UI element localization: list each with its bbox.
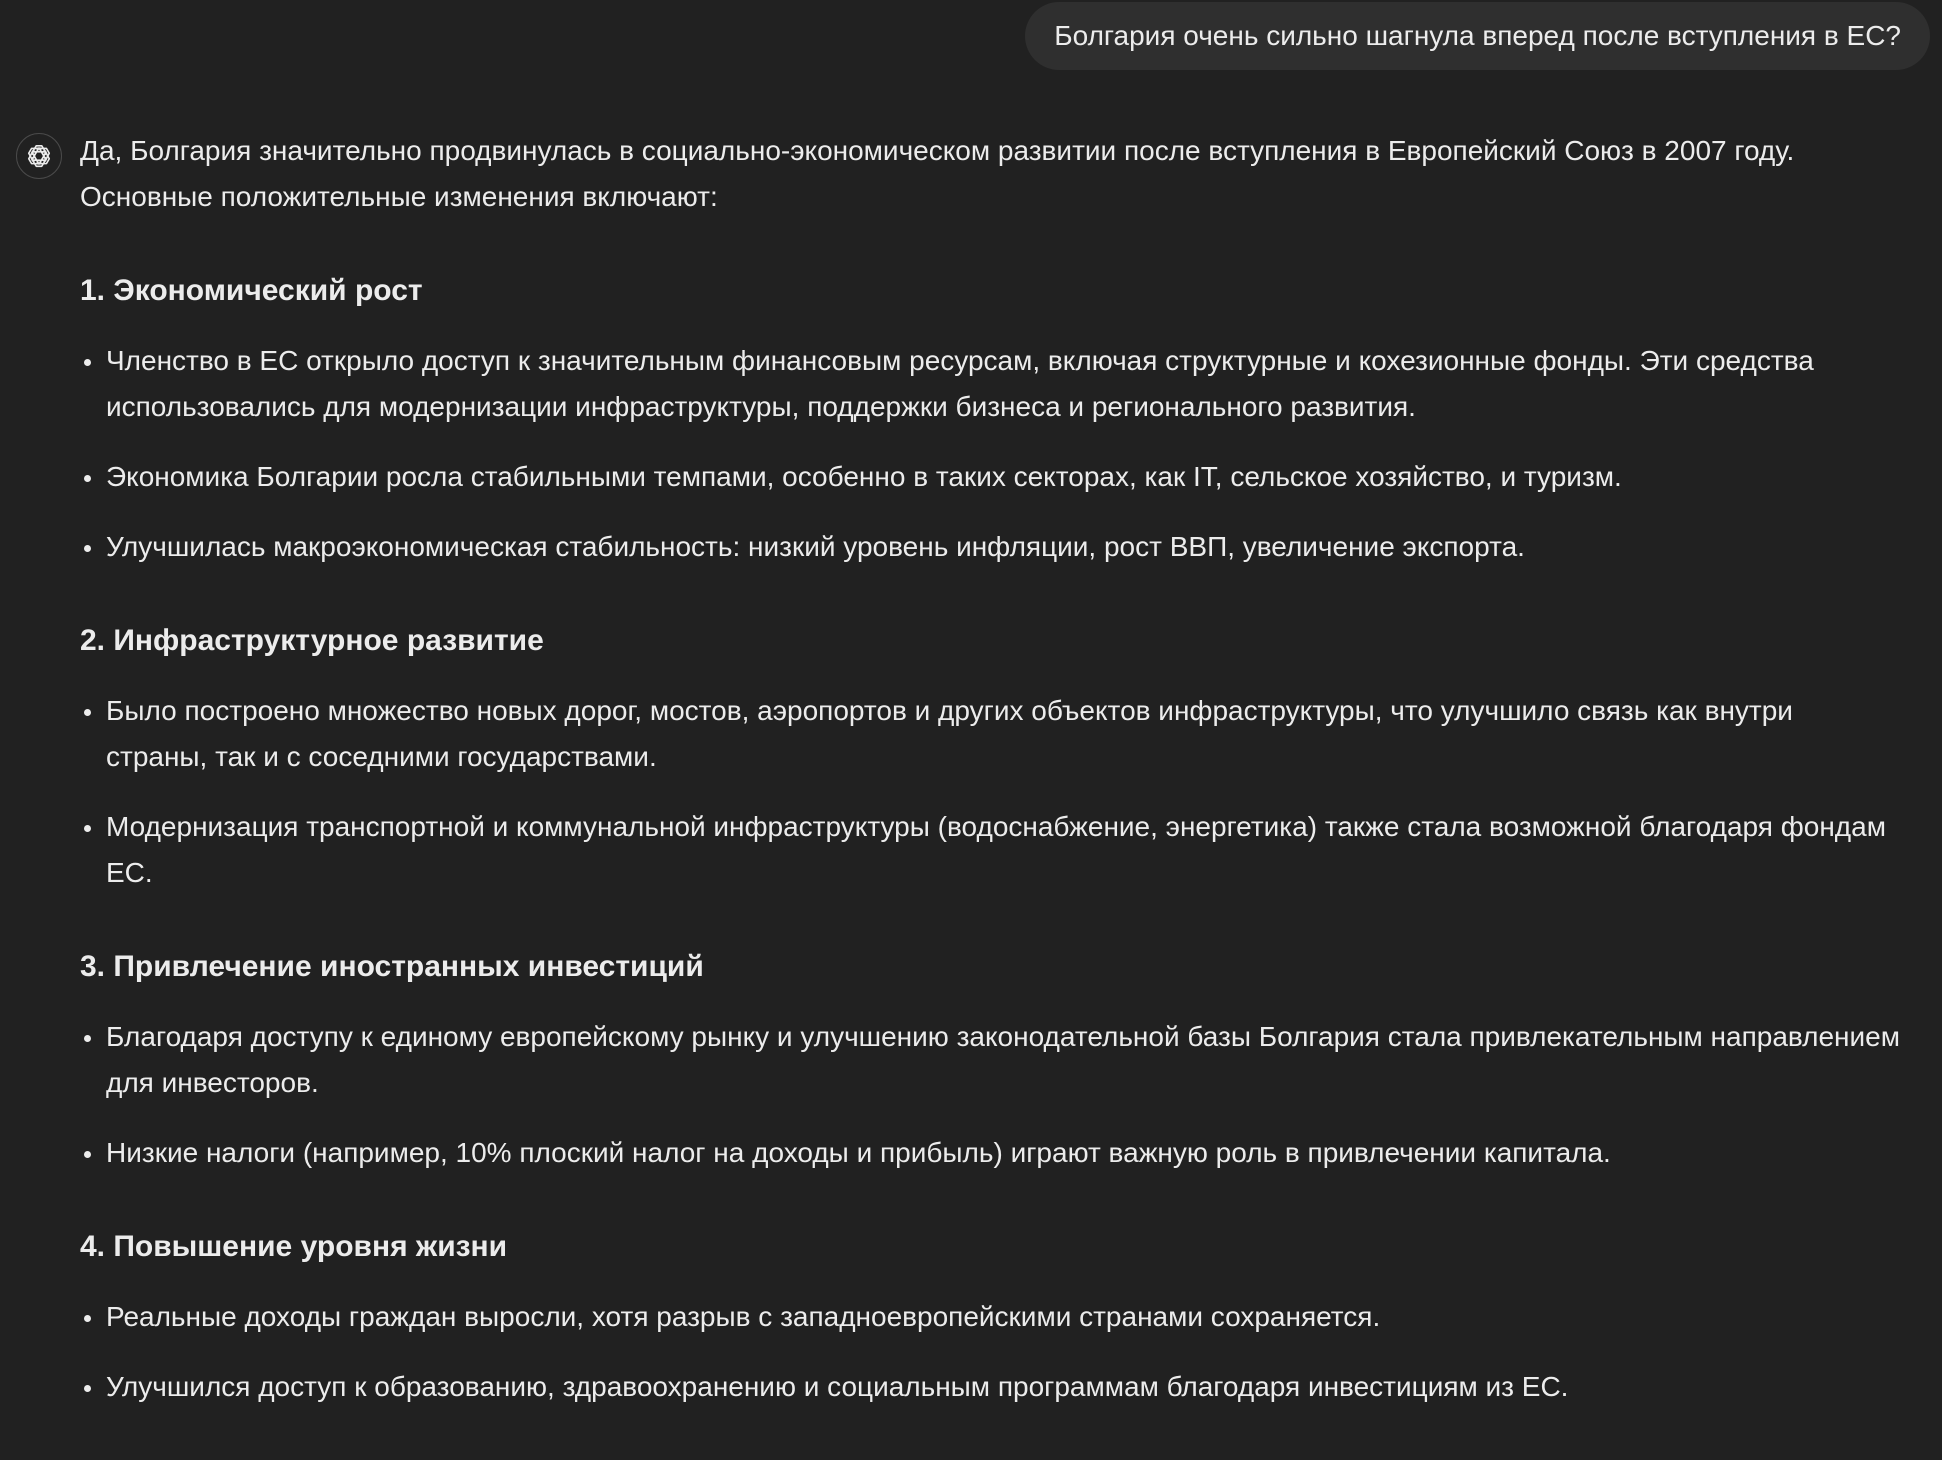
user-message-bubble (1025, 2, 1930, 70)
list-item: Было построено множество новых дорог, мостов, аэропортов и других объектов инфраструктуры, что улучшило связь как внутри страны, так и с соседними государствами. (106, 688, 1900, 780)
openai-logo-icon (16, 133, 62, 179)
list-item: Модернизация транспортной и коммунальной инфраструктуры (водоснабжение, энергетика) также стала возможной благодаря фондам ЕС. (106, 804, 1900, 896)
list-item: Улучшилась макроэкономическая стабильность: низкий уровень инфляции, рост ВВП, увеличение экспорта. (106, 524, 1900, 570)
list-item: Экономика Болгарии росла стабильными темпами, особенно в таких секторах, как IT, сельское хозяйство, и туризм. (106, 454, 1900, 500)
section-list (80, 338, 1900, 570)
section-heading: 4. Повышение уровня жизни (80, 1230, 508, 1263)
assistant-message (80, 128, 1900, 1410)
assistant-intro: Да, Болгария значительно продвинулась в социально-экономическом развитии после вступления в Европейский Союз в 2007 году. Основные положительные изменения включают: (80, 135, 1795, 212)
user-message-text: Болгария очень сильно шагнула вперед после вступления в ЕС? (1054, 20, 1901, 51)
section-list (80, 1014, 1900, 1176)
section-heading: 1. Экономический рост (80, 274, 423, 307)
list-item: Улучшился доступ к образованию, здравоохранению и социальным программам благодаря инвестициям из ЕС. (106, 1364, 1900, 1410)
list-item: Благодаря доступу к единому европейскому рынку и улучшению законодательной базы Болгария стала привлекательным направлением для инвесторов. (106, 1014, 1900, 1106)
list-item: Низкие налоги (например, 10% плоский налог на доходы и прибыль) играют важную роль в привлечении капитала. (106, 1130, 1900, 1176)
section-heading: 2. Инфраструктурное развитие (80, 624, 544, 657)
section-list (80, 1294, 1900, 1410)
section-list (80, 688, 1900, 896)
list-item: Реальные доходы граждан выросли, хотя разрыв с западноевропейскими странами сохраняется. (106, 1294, 1900, 1340)
section-heading: 3. Привлечение иностранных инвестиций (80, 950, 704, 983)
list-item: Членство в ЕС открыло доступ к значительным финансовым ресурсам, включая структурные и кохезионные фонды. Эти средства использовались для модернизации инфраструктуры, поддержки бизнеса и регионального развития. (106, 338, 1900, 430)
